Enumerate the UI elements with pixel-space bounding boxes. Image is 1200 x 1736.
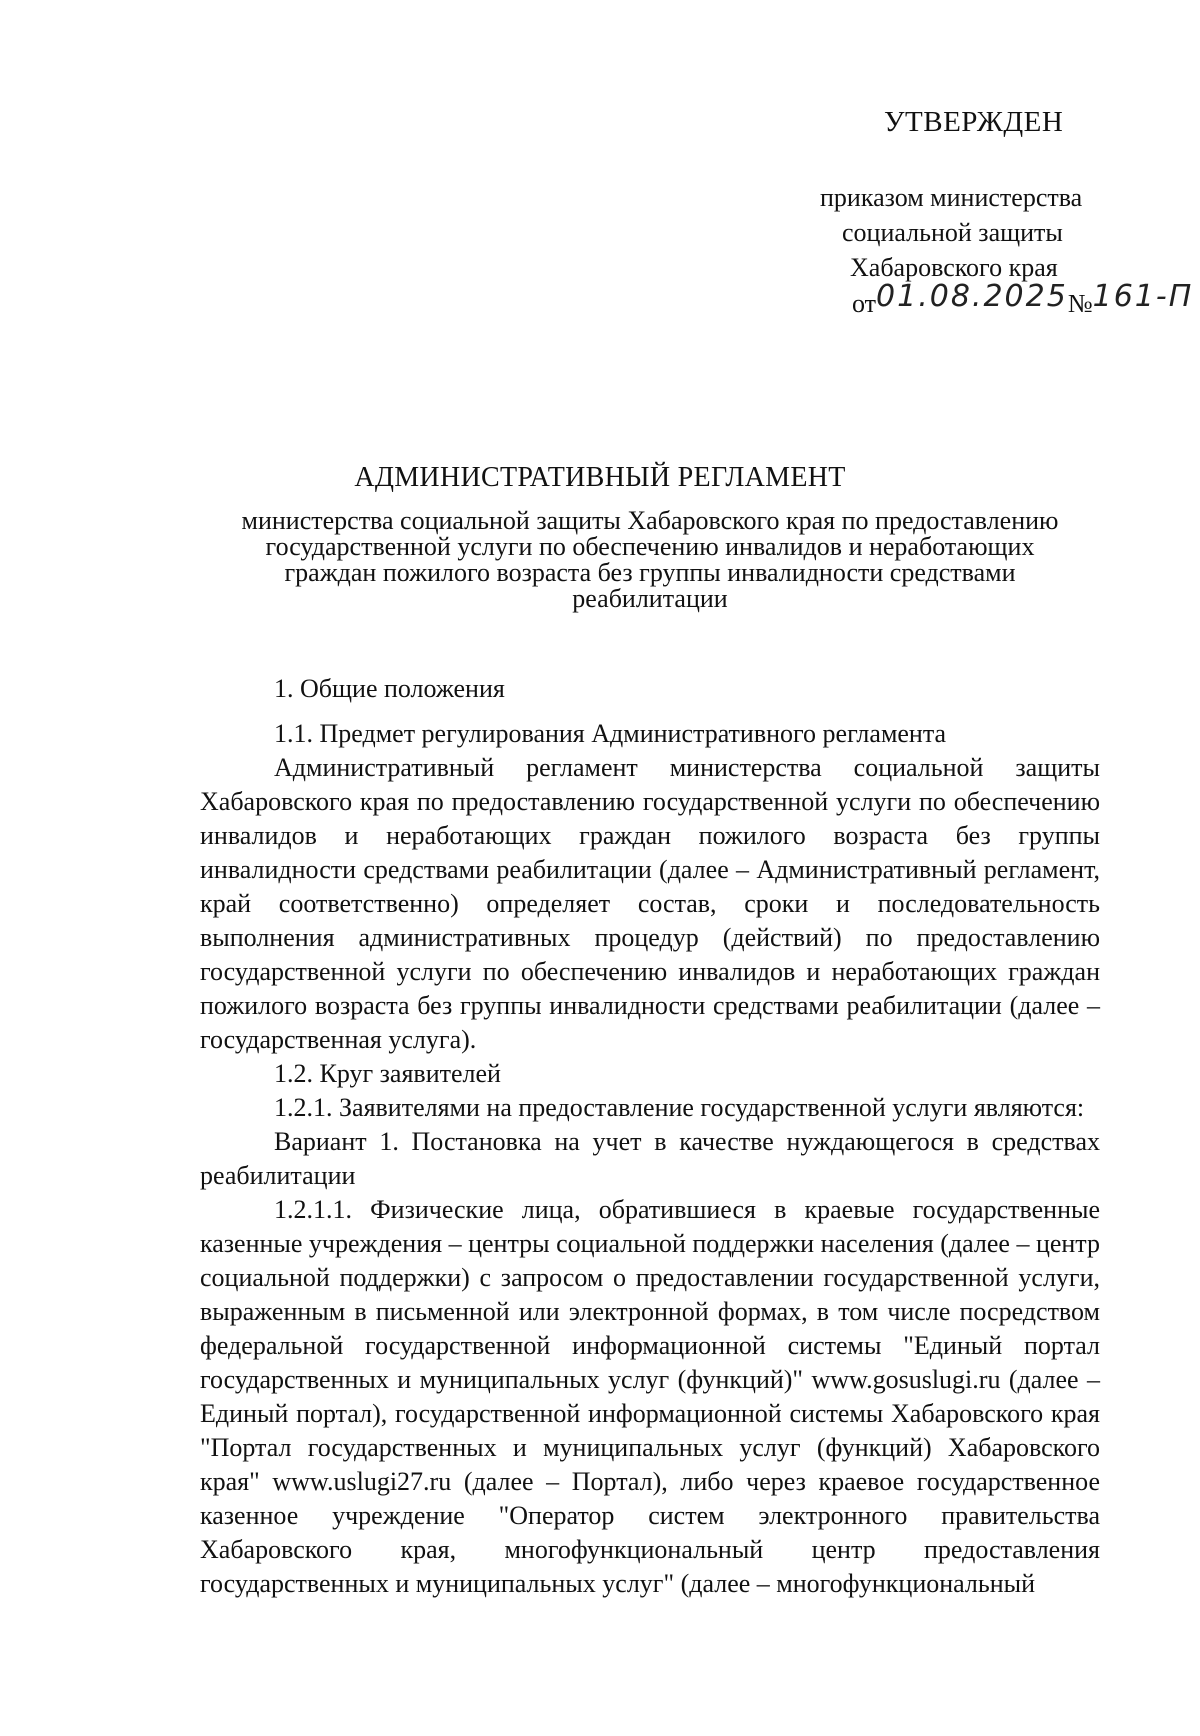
approval-block xyxy=(820,104,1194,321)
approval-date-line xyxy=(852,279,1194,321)
date-prefix: от xyxy=(852,289,877,318)
paragraph-1-2-1: 1.2.1. Заявителями на предоставление государственной услуги являются: xyxy=(274,1093,1085,1122)
paragraph-variant-1: Вариант 1. Постановка на учет в качестве нуждающегося в средствах реабилитации xyxy=(200,1127,1100,1190)
number-prefix: № xyxy=(1067,289,1093,318)
subtitle-line: граждан пожилого возраста без группы инвалидности средствами xyxy=(284,558,1016,587)
paragraph-1-2-1-1: 1.2.1.1. Физические лица, обратившиеся в краевые государственные казенные учреждения – центры социальной поддержки населения (далее – центр социальной поддержки) с запросом о предоставлении государственной услуги, выраженным в письменной или электронной формах, в том числе посредством федеральной государственной информационной системы "Единый портал государственных и муниципальных услуг (функций)" www.gosuslugi.ru (далее – Единый портал), государственной информационной системы Хабаровского края "Портал государственных и муниципальных услуг (функций) Хабаровского края" www.uslugi27.ru (далее – Портал), либо через краевое государственное казенное учреждение "Оператор систем электронного правительства Хабаровского края, многофункциональный центр предоставления государственных и муниципальных услуг" (далее – многофункциональный xyxy=(200,1195,1100,1598)
approval-ministry-line: социальной защиты xyxy=(842,218,1063,247)
paragraph-1-1: Административный регламент министерства социальной защиты Хабаровского края по предоставлению государственной услуги по обеспечению инвалидов и неработающих граждан пожилого возраста без группы инвалидности средствами реабилитации (далее – Административный регламент, край соответственно) определяет состав, сроки и последовательность выполнения административных процедур (действий) по предоставлению государственной услуги по обеспечению инвалидов и неработающих граждан пожилого возраста без группы инвалидности средствами реабилитации (далее – государственная услуга). xyxy=(200,753,1100,1054)
document-title: АДМИНИСТРАТИВНЫЙ РЕГЛАМЕНТ xyxy=(354,462,846,493)
document-subtitle xyxy=(200,508,1100,612)
approval-region-line: Хабаровского края xyxy=(850,253,1058,282)
subsection-heading-subject: 1.1. Предмет регулирования Административного регламента xyxy=(274,719,947,748)
approved-stamp-text: УТВЕРЖДЕН xyxy=(884,106,1064,138)
document-body xyxy=(200,672,1100,1601)
section-heading-general: 1. Общие положения xyxy=(274,674,505,703)
subsection-heading-applicants: 1.2. Круг заявителей xyxy=(274,1059,501,1088)
subtitle-line: реабилитации xyxy=(572,584,728,613)
approval-order-line: приказом министерства xyxy=(820,183,1083,212)
subtitle-line: министерства социальной защиты Хабаровского края по предоставлению xyxy=(241,506,1059,535)
handwritten-date: 01.08.2025 xyxy=(876,279,1068,314)
handwritten-number: 161-П xyxy=(1092,279,1194,314)
subtitle-line: государственной услуги по обеспечению инвалидов и неработающих xyxy=(265,532,1035,561)
